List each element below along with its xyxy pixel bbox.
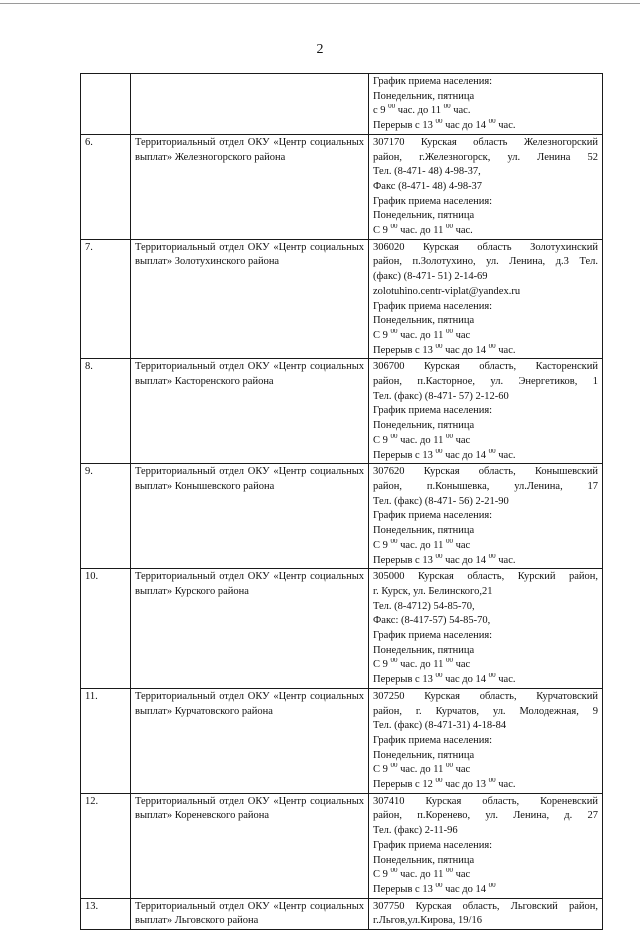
- superscript-minutes: 00: [390, 763, 398, 770]
- contact-text: С 9: [373, 764, 391, 776]
- contact-line: [373, 404, 598, 419]
- contact-line: [373, 600, 598, 615]
- superscript-minutes: 00: [390, 538, 398, 545]
- table-row: [81, 898, 603, 929]
- contact-text: График приема населения:: [373, 300, 493, 312]
- contact-line: [373, 705, 598, 720]
- contact-text: район, п.Золотухино, ул. Ленина, д.3 Тел.: [373, 256, 598, 268]
- table-row: [81, 688, 603, 793]
- contact-line: [373, 883, 598, 898]
- superscript-minutes: 00: [488, 119, 496, 126]
- contact-text: С 9: [373, 225, 391, 237]
- contact-text: г. Курск, ул. Белинского,21: [373, 585, 493, 597]
- superscript-minutes: 00: [445, 868, 453, 875]
- contact-line: [373, 104, 598, 119]
- page-top-rule: [0, 3, 640, 4]
- contact-text: Тел. (факс) (8-471-31) 4-18-84: [373, 720, 507, 732]
- contact-text: час. до 11: [397, 225, 446, 237]
- contact-text: час до 14: [442, 120, 489, 132]
- superscript-minutes: 00: [435, 448, 443, 455]
- contact-text: 307170 Курская область Железногорский: [373, 136, 598, 148]
- contact-text: час. до 11: [397, 764, 446, 776]
- contact-line: [373, 300, 598, 315]
- contact-text: час до 14: [442, 674, 489, 686]
- row-number-cell: 10.: [81, 569, 131, 689]
- contact-text: час до 14: [442, 344, 489, 356]
- contact-line: [373, 390, 598, 405]
- contact-line: [373, 151, 598, 166]
- contact-text: Понедельник, пятница: [373, 644, 475, 656]
- contact-text: 306020 Курская область Золотухинский: [373, 241, 598, 253]
- contact-text: с 9: [373, 105, 389, 117]
- contact-line: [373, 270, 598, 285]
- contact-line: [373, 658, 598, 673]
- superscript-minutes: 00: [390, 433, 398, 440]
- contact-text: 307750 Курская область, Льговский район,: [373, 900, 598, 912]
- contact-line: [373, 824, 598, 839]
- superscript-minutes: 00: [488, 448, 496, 455]
- contact-line: [373, 329, 598, 344]
- contact-text: Понедельник, пятница: [373, 525, 475, 537]
- contact-text: График приема населения:: [373, 195, 493, 207]
- contact-text: час.: [495, 120, 516, 132]
- contact-text: Перерыв с 13: [373, 344, 436, 356]
- superscript-minutes: 00: [445, 763, 453, 770]
- offices-table: [80, 73, 603, 930]
- contact-text: Перерыв с 13: [373, 883, 436, 895]
- contact-line: [373, 749, 598, 764]
- office-contact-cell: [369, 898, 603, 929]
- superscript-minutes: 00: [390, 328, 398, 335]
- table-row: [81, 569, 603, 689]
- contact-text: 307250 Курская область, Курчатовский: [373, 690, 598, 702]
- contact-text: Тел. (факс) (8-471- 56) 2-21-90: [373, 495, 509, 507]
- row-number-cell: 11.: [81, 688, 131, 793]
- contact-line: [373, 344, 598, 359]
- contact-text: График приема населения:: [373, 734, 493, 746]
- contact-text: Факс (8-471- 48) 4-98-37: [373, 180, 483, 192]
- contact-text: г.Льгов,ул.Кирова, 19/16: [373, 915, 482, 927]
- contact-line: [373, 375, 598, 390]
- page-number: 2: [316, 42, 324, 57]
- contact-line: [373, 854, 598, 869]
- offices-table-body: [81, 74, 603, 930]
- office-contact-cell: [369, 793, 603, 898]
- contact-text: Перерыв с 13: [373, 674, 436, 686]
- contact-text: район, п.Коренево, ул. Ленина, д. 27: [373, 810, 598, 822]
- office-name-cell: Территориальный отдел ОКУ «Центр социальных выплат» Золотухинского района: [131, 239, 369, 359]
- contact-line: [373, 900, 598, 915]
- contact-line: [373, 795, 598, 810]
- table-row: [81, 134, 603, 239]
- contact-text: час.: [452, 225, 473, 237]
- contact-line: [373, 763, 598, 778]
- contact-text: График приема населения:: [373, 76, 493, 87]
- contact-line: [373, 734, 598, 749]
- contact-text: Понедельник, пятница: [373, 854, 475, 866]
- contact-text: Тел. (8-4712) 54-85-70,: [373, 600, 475, 612]
- superscript-minutes: 00: [445, 658, 453, 665]
- contact-line: [373, 90, 598, 105]
- contact-line: [373, 195, 598, 210]
- contact-line: [373, 673, 598, 688]
- contact-text: час до 14: [442, 449, 489, 461]
- contact-text: Тел. (факс) 2-11-96: [373, 825, 458, 837]
- office-contact-cell: [369, 74, 603, 135]
- superscript-minutes: 00: [390, 868, 398, 875]
- contact-line: [373, 719, 598, 734]
- contact-text: час: [452, 869, 471, 881]
- contact-text: час: [452, 434, 471, 446]
- office-name-cell: [131, 74, 369, 135]
- contact-text: час: [452, 659, 471, 671]
- contact-line: [373, 524, 598, 539]
- contact-line: [373, 868, 598, 883]
- contact-text: Понедельник, пятница: [373, 420, 475, 432]
- contact-text: район, г. Курчатов, ул. Молодежная, 9: [373, 705, 598, 717]
- table-row: [81, 239, 603, 359]
- contact-line: [373, 614, 598, 629]
- contact-text: час: [452, 539, 471, 551]
- row-number-cell: 12.: [81, 793, 131, 898]
- contact-text: Тел. (8-471- 48) 4-98-37,: [373, 166, 481, 178]
- table-row: [81, 359, 603, 464]
- superscript-minutes: 00: [435, 119, 443, 126]
- contact-line: [373, 419, 598, 434]
- office-contact-cell: [369, 239, 603, 359]
- contact-text: С 9: [373, 539, 391, 551]
- contact-text: час.: [495, 674, 516, 686]
- contact-text: Перерыв с 13: [373, 554, 436, 566]
- contact-line: [373, 480, 598, 495]
- table-row: [81, 793, 603, 898]
- contact-line: [373, 495, 598, 510]
- contact-line: [373, 255, 598, 270]
- contact-line: [373, 224, 598, 239]
- row-number-cell: 9.: [81, 464, 131, 569]
- superscript-minutes: 00: [435, 343, 443, 350]
- contact-line: [373, 570, 598, 585]
- contact-text: Понедельник, пятница: [373, 315, 475, 327]
- contact-line: [373, 585, 598, 600]
- contact-text: С 9: [373, 869, 391, 881]
- contact-text: С 9: [373, 329, 391, 341]
- contact-text: час: [452, 329, 471, 341]
- contact-line: [373, 209, 598, 224]
- superscript-minutes: 00: [488, 778, 496, 785]
- office-name-cell: Территориальный отдел ОКУ «Центр социальных выплат» Курского района: [131, 569, 369, 689]
- contact-line: [373, 629, 598, 644]
- contact-line: [373, 434, 598, 449]
- superscript-minutes: 00: [488, 343, 496, 350]
- contact-text: Перерыв с 12: [373, 779, 436, 791]
- contact-line: [373, 314, 598, 329]
- row-number-cell: 13.: [81, 898, 131, 929]
- contact-text: район, п.Конышевка, ул.Ленина, 17: [373, 480, 598, 492]
- contact-text: час.: [495, 779, 516, 791]
- row-number-cell: 8.: [81, 359, 131, 464]
- contact-line: [373, 509, 598, 524]
- contact-line: [373, 241, 598, 256]
- superscript-minutes: 00: [435, 673, 443, 680]
- contact-text: 306700 Курская область, Касторенский: [373, 361, 598, 373]
- superscript-minutes: 00: [445, 224, 453, 231]
- contact-text: час. до 11: [397, 659, 446, 671]
- contact-text: час до 14: [442, 883, 489, 895]
- contact-line: [373, 914, 598, 929]
- contact-text: Перерыв с 13: [373, 120, 436, 132]
- contact-line: [373, 180, 598, 195]
- contact-text: График приема населения:: [373, 405, 493, 417]
- contact-text: час.: [495, 344, 516, 356]
- contact-line: [373, 554, 598, 569]
- contact-line: [373, 165, 598, 180]
- contact-text: (факс) (8-471- 51) 2-14-69: [373, 271, 488, 283]
- superscript-minutes: 00: [443, 104, 451, 111]
- contact-text: График приема населения:: [373, 630, 493, 642]
- table-row: [81, 464, 603, 569]
- contact-text: График приема населения:: [373, 510, 493, 522]
- superscript-minutes: 00: [445, 538, 453, 545]
- contact-line: [373, 360, 598, 375]
- contact-line: [373, 449, 598, 464]
- row-number-cell: [81, 74, 131, 135]
- row-number-cell: 7.: [81, 239, 131, 359]
- office-name-cell: Территориальный отдел ОКУ «Центр социальных выплат» Льговского района: [131, 898, 369, 929]
- office-contact-cell: [369, 688, 603, 793]
- contact-text: Понедельник, пятница: [373, 749, 475, 761]
- superscript-minutes: 00: [435, 553, 443, 560]
- contact-line: [373, 690, 598, 705]
- superscript-minutes: 00: [488, 553, 496, 560]
- office-name-cell: Территориальный отдел ОКУ «Центр социальных выплат» Курчатовского района: [131, 688, 369, 793]
- contact-text: район, г.Железногорск, ул. Ленина 52: [373, 151, 598, 163]
- office-name-cell: Территориальный отдел ОКУ «Центр социальных выплат» Кореневского района: [131, 793, 369, 898]
- contact-text: час.: [450, 105, 471, 117]
- office-contact-cell: [369, 464, 603, 569]
- superscript-minutes: 00: [435, 882, 443, 889]
- office-contact-cell: [369, 569, 603, 689]
- contact-text: час. до 11: [397, 539, 446, 551]
- contact-text: Факс: (8-417-57) 54-85-70,: [373, 615, 491, 627]
- contact-text: район, п.Касторное, ул. Энергетиков, 1: [373, 376, 598, 388]
- contact-text: час.: [495, 554, 516, 566]
- contact-text: 307620 Курская область, Конышевский: [373, 466, 598, 478]
- superscript-minutes: 00: [390, 224, 398, 231]
- superscript-minutes: 00: [445, 328, 453, 335]
- contact-line: [373, 119, 598, 134]
- contact-line: [373, 539, 598, 554]
- contact-text: График приема населения:: [373, 839, 493, 851]
- table-row: [81, 74, 603, 135]
- contact-text: 307410 Курская область, Кореневский: [373, 795, 598, 807]
- contact-text: Понедельник, пятница: [373, 90, 475, 102]
- contact-text: час: [452, 764, 471, 776]
- contact-text: час.: [495, 449, 516, 461]
- contact-line: [373, 809, 598, 824]
- contact-text: час. до 11: [397, 434, 446, 446]
- office-name-cell: Территориальный отдел ОКУ «Центр социальных выплат» Конышевского района: [131, 464, 369, 569]
- contact-text: час до 14: [442, 554, 489, 566]
- contact-text: час. до 11: [395, 105, 444, 117]
- contact-line: [373, 839, 598, 854]
- contact-text: С 9: [373, 434, 391, 446]
- contact-text: С 9: [373, 659, 391, 671]
- contact-line: [373, 285, 598, 300]
- row-number-cell: 6.: [81, 134, 131, 239]
- contact-line: [373, 644, 598, 659]
- office-contact-cell: [369, 359, 603, 464]
- contact-text: Тел. (факс) (8-471- 57) 2-12-60: [373, 390, 509, 402]
- superscript-minutes: 00: [488, 673, 496, 680]
- superscript-minutes: 00: [488, 882, 496, 889]
- contact-line: [373, 778, 598, 793]
- superscript-minutes: 00: [445, 433, 453, 440]
- contact-line: [373, 465, 598, 480]
- office-contact-cell: [369, 134, 603, 239]
- superscript-minutes: 00: [435, 778, 443, 785]
- contact-text: час. до 11: [397, 329, 446, 341]
- office-name-cell: Территориальный отдел ОКУ «Центр социальных выплат» Касторенского района: [131, 359, 369, 464]
- office-name-cell: Территориальный отдел ОКУ «Центр социальных выплат» Железногорского района: [131, 134, 369, 239]
- contact-line: [373, 136, 598, 151]
- superscript-minutes: 00: [388, 104, 396, 111]
- contact-text: 305000 Курская область, Курский район,: [373, 571, 598, 583]
- contact-text: час до 13: [442, 779, 489, 791]
- contact-text: Понедельник, пятница: [373, 210, 475, 222]
- contact-line: [373, 75, 598, 90]
- contact-text: час. до 11: [397, 869, 446, 881]
- superscript-minutes: 00: [390, 658, 398, 665]
- contact-text: Перерыв с 13: [373, 449, 436, 461]
- contact-text: zolotuhino.centr-viplat@yandex.ru: [373, 285, 521, 297]
